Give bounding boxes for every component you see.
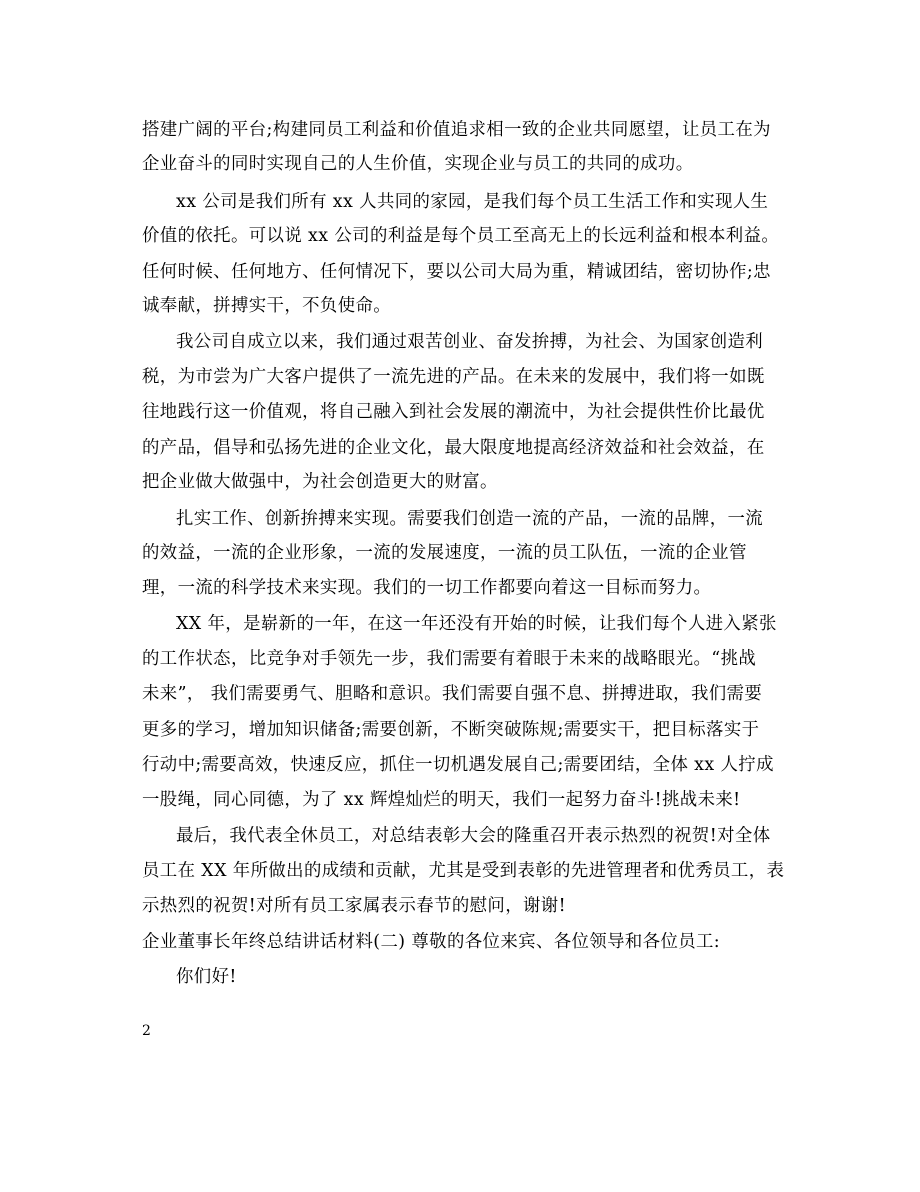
text-line: 示热烈的祝贺!对所有员工家属表示春节的慰问，谢谢! [142,896,566,916]
text-line: 搭建广阔的平台;构建同员工利益和价值追求相一致的企业共同愿望，让员工在为 [142,120,771,140]
text-line: 你们好! [176,967,237,987]
text-line: 我公司自成立以来，我们通过艰苦创业、奋发拚搏，为社会、为国家创造利 [176,332,764,352]
text-line: 的工作状态，比竞争对手领先一步，我们需要有着眼于未来的战略眼光。“挑战 [142,649,757,669]
text-line: 未来”， 我们需要勇气、胆略和意识。我们需要自强不息、拼搏进取，我们需要 [142,684,763,704]
page-number: 2 [142,1023,151,1039]
text-line: xx 公司是我们所有 xx 人共同的家园，是我们每个员工生活工作和实现人生 [176,192,769,212]
text-line: XX 年，是崭新的一年，在这一年还没有开始的时候，让我们每个人进入紧张 [176,614,777,634]
text-line: 任何时候、任何地方、任何情况下，要以公司大局为重，精诚团结，密切协作;忠 [142,262,771,282]
text-line: 企业奋斗的同时实现自己的人生价值，实现企业与员工的共同的成功。 [142,154,694,174]
text-line: 往地践行这一价值观，将自己融入到社会发展的潮流中，为社会提供性价比最优 [142,402,765,422]
text-line: 员工在 XX 年所做出的成绩和贡献，尤其是受到表彰的先进管理者和优秀员工，表 [142,861,785,881]
text-line: 行动中;需要高效，快速反应，抓住一切机遇发展自己;需要团结，全体 xx 人拧成 [142,755,774,775]
text-line: 的效益，一流的企业形象，一流的发展速度，一流的员工队伍，一流的企业管 [142,543,747,563]
text-line: 更多的学习，增加知识储备;需要创新，不断突破陈规;需要实干，把目标落实于 [142,720,760,740]
text-line: 企业董事长年终总结讲话材料(二) 尊敬的各位来宾、各位领导和各位员工: [142,932,721,952]
text-line: 最后，我代表全休员工，对总结表彰大会的隆重召开表示热烈的祝贺!对全体 [176,826,771,846]
text-line: 一股绳，同心同德，为了 xx 辉煌灿烂的明天，我们一起努力奋斗!挑战未来! [142,790,741,810]
text-line: 价值的依托。可以说 xx 公司的利益是每个员工至高无上的长远利益和根本利益。 [142,226,780,246]
text-line: 扎实工作、创新拚搏来实现。需要我们创造一流的产品，一流的品牌，一流 [176,509,764,529]
text-line: 把企业做大做强中，为社会创造更大的财富。 [142,472,498,492]
text-line: 诚奉献，拼搏实干，不负使命。 [142,296,392,316]
text-line: 理，一流的科学技术来实现。我们的一切工作都要向着这一目标而努力。 [142,578,712,598]
text-line: 的产品，倡导和弘扬先进的企业文化，最大限度地提高经济效益和社会效益，在 [142,438,765,458]
text-line: 税，为市尝为广大客户提供了一流先进的产品。在未来的发展中，我们将一如既 [142,367,765,387]
